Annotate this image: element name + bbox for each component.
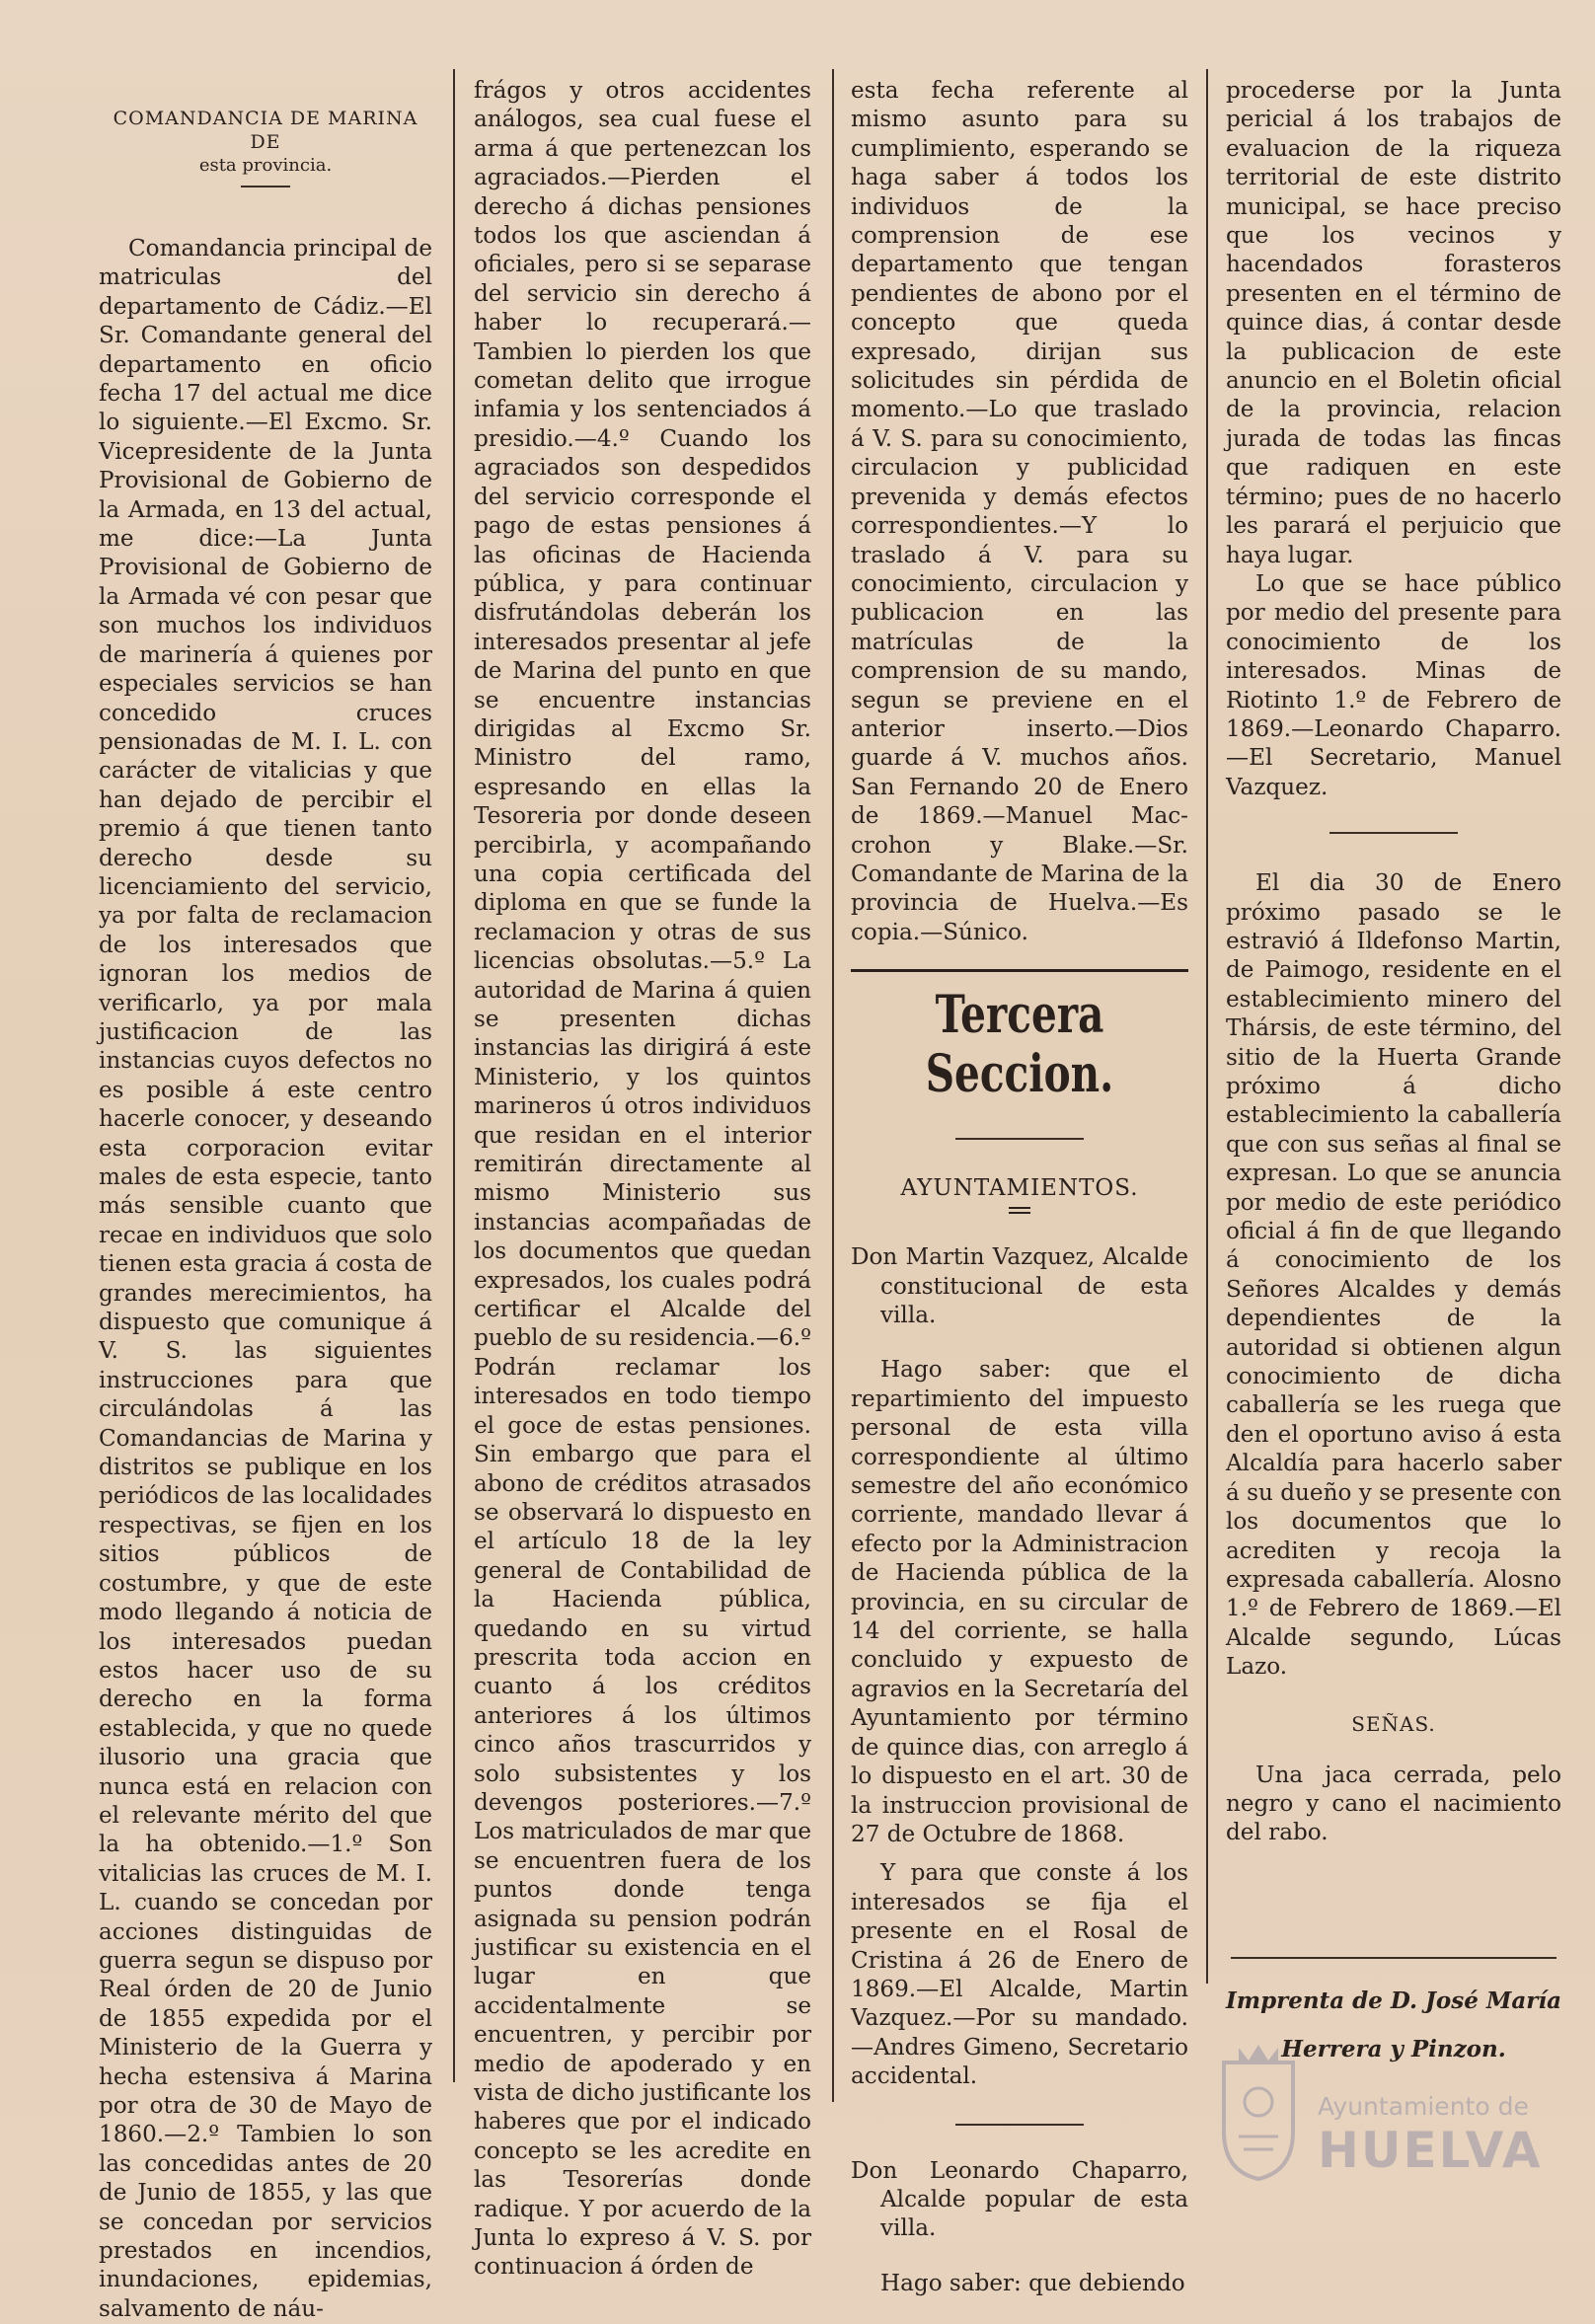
notice-title: Don Leonardo Chaparro, Alcalde popular de esta villa. — [851, 2157, 1188, 2242]
column-rule — [1206, 69, 1208, 1984]
notice-paragraph: Hago saber: que debiendo — [880, 2270, 1185, 2296]
header-divider — [241, 186, 290, 187]
article-body-continued: frágos y otros accidentes análogos, sea cual fuese el arma á que pertenezcan los agraciados.—Pierden el derecho á dichas pensiones todos los que asciendan á oficiales, pero si se separase del servicio sin derecho á haber lo recuperará.—Tambien lo pierden los que cometan delito que irrogue infamia y los sentenciados á presidio.—4.º Cuando los agraciados son despedidos del servicio corresponde el pago de estas pensiones á las oficinas de Hacienda pública, y para continuar disfrutándolas deberán los interesados presentar al jefe de Marina del punto en que se encuentre instancias dirigidas al Excmo Sr. Ministro del ramo, espresando en ellas la Tesoreria por donde deseen percibirla, y acompañando una copia certificada del diploma en que se funde la reclamacion y otras de sus licencias obsolutas.—5.º La autoridad de Marina á quien se presenten dichas instancias las dirigirá á este Ministerio, y los quintos marineros ú otros individuos que residan en el interior remitirán directamente al mismo Ministerio sus instancias acompañadas de los documentos que quedan expresados, los cuales podrá certificar el Alcalde del pueblo de su residencia.—6.º Podrán reclamar los interesados en todo tiempo el goce de estas pensiones. Sin embargo que para el abono de créditos atrasados se observará lo dispuesto en el artículo 18 de la ley general de Contabilidad de la Hacienda pública, quedando en su virtud prescrita toda accion en cuanto á los créditos anteriores á los últimos cinco años trascurridos y solo subsistentes y los devengos posteriores.—7.º Los matriculados de mar que se encuentren fuera de los puntos donde tenga asignada su pension podrán justificar su existencia en el lugar en que accidentalmente se encuentren, y percibir por medio de apoderado y en vista de dicho justificante los haberes que por el indicado concepto se les acredite en las Tesorerías donde radique. Y por acuerdo de la Junta lo expreso á V. S. por continuacion á órden de — [474, 78, 811, 2281]
section-header-subtitle: esta provincia. — [198, 155, 333, 176]
archive-watermark — [1214, 2043, 1550, 2181]
printer-credit: Herrera y Pinzon. — [1281, 2035, 1506, 2062]
divider-short — [955, 2124, 1084, 2126]
notice-paragraph: Lo que se hace público por medio del presente para conocimiento de los interesados. Minas de Riotinto 1.º de Febrero de 1869.—Leonardo Chaparro.—El Secretario, Manuel Vazquez. — [1226, 570, 1561, 800]
section-divider-thick — [851, 969, 1188, 972]
notice-paragraph: Una jaca cerrada, pelo negro y cano el nacimiento del rabo. — [1226, 1762, 1561, 1846]
column-3 — [851, 77, 1188, 2296]
section-header-title: COMANDANCIA DE MARINA DE — [113, 108, 418, 153]
column-rule — [832, 69, 834, 2102]
notice-paragraph: procederse por la Junta pericial á los trabajos de evaluacion de la riqueza territorial de este distrito municipal, se hace preciso que los vecinos y hacendados forasteros presenten en el término de quince dias, á contar desde la publicacion de este anuncio en el Boletin oficial de la provincia, relacion jurada de todas las fincas que radiquen en este término; pues de no hacerlo les parará el perjuicio que haya lugar. — [1226, 78, 1561, 568]
notice-paragraph: El dia 30 de Enero próximo pasado se le estravió á Ildefonso Martin, de Paimogo, residente en el establecimiento minero del Thársis, de este término, del sitio de la Huerta Grande próximo á dicho establecimiento la caballería que con sus señas al final se expresan. Lo que se anuncia por medio de este periódico oficial á fin de que llegando á conocimiento de los Señores Alcaldes y demás dependientes de la autoridad si obtienen algun conocimiento de dicha caballería se les ruega que den el oportuno aviso á esta Alcaldía para hacerlo saber á su dueño y se presente con los documentos que lo acrediten y recoja la expresada caballería. Alosno 1.º de Febrero de 1869.—El Alcalde segundo, Lúcas Lazo. — [1226, 870, 1561, 1681]
watermark-line1: Ayuntamiento de — [1318, 2092, 1529, 2121]
article-body-end: esta fecha referente al mismo asunto para su cumplimiento, esperando se haga saber á todos los individuos de la comprension de ese departamento que tengan pendientes de abono por el concepto que queda expresado, dirijan sus solicitudes sin pérdida de momento.—Lo que traslado á V. S. para su conocimiento, circulacion y publicidad prevenida y demás efectos correspondientes.—Y lo traslado á V. para su conocimiento, circulacion y publicacion en las matrículas de la comprension de su mando, segun se previene en el anterior inserto.—Dios guarde á V. muchos años. San Fernando 20 de Enero de 1869.—Manuel Mac-crohon y Blake.—Sr. Comandante de Marina de la provincia de Huelva.—Es copia.—Súnico. — [851, 78, 1188, 945]
section-title: Tercera Seccion. — [925, 985, 1114, 1105]
notice-subtitle: SEÑAS. — [1351, 1711, 1436, 1736]
column-1 — [99, 59, 432, 2322]
divider-short — [955, 1138, 1084, 1140]
column-4 — [1226, 77, 1561, 2199]
printer-credit: Imprenta de D. José María — [1226, 1987, 1561, 2014]
notice-paragraph: Hago saber: que el repartimiento del impuesto personal de esta villa correspondiente al último semestre del año económico corriente, mandado llevar á efecto por la Administracion de Hacienda pública de la provincia, en su circular de 14 del corriente, se halla concluido y expuesto de agravios en la Secretaría del Ayuntamiento por término de quince dias, con arreglo á lo dispuesto en el art. 30 de la instruccion provisional de 27 de Octubre de 1868. — [851, 1357, 1188, 1847]
divider-long — [1231, 1957, 1557, 1959]
article-body: Comandancia principal de matriculas del departamento de Cádiz.—El Sr. Comandante general del departamento en oficio fecha 17 del actual me dice lo siguiente.—El Excmo. Sr. Vicepresidente de la Junta Provisional de Gobierno de la Armada, en 13 del actual, me dice:—La Junta Provisional de Gobierno de la Armada vé con pesar que son muchos los individuos de marinería á quienes por especiales servicios se han concedido cruces pensionadas de M. I. L. con carácter de vitalicias y que han dejado de percibir el premio á que tienen tanto derecho desde su licenciamiento del servicio, ya por falta de reclamacion de los interesados que ignoran los medios de verificarlo, ya por mala justificacion de las instancias cuyos defectos no es posible á este centro hacerle conocer, y deseando esta corporacion evitar males de esta especie, tanto más sensible cuanto que recae en individuos que solo tienen esta gracia á costa de grandes merecimientos, ha dispuesto que comunique á V. S. las siguientes instrucciones para que circulándolas á las Comandancias de Marina y distritos se publique en los periódicos de las localidades respectivas, se fijen en los sitios públicos de costumbre, y que de este modo llegando á noticia de los interesados puedan estos hacer uso de su derecho en la forma establecida, y que no quede ilusorio una gracia que nunca está en relacion con el relevante mérito del que la ha obtenido.—1.º Son vitalicias las cruces de M. I. L. cuando se concedan por acciones distinguidas de guerra segun se dispuso por Real órden de 20 de Junio de 1855 expedida por el Ministerio de la Guerra y hecha estensiva á Marina por otra de 30 de Mayo de 1860.—2.º Tambien lo son las concedidas antes de 20 de Junio de 1855, y las que se concedan por servicios prestados en incendios, inundaciones, epidemias, salvamento de náu- — [99, 236, 432, 2322]
watermark-line2: HUELVA — [1318, 2122, 1543, 2179]
notice-title: Don Martin Vazquez, Alcalde constitucional de esta villa. — [851, 1244, 1188, 1328]
column-2 — [474, 77, 811, 2281]
city-coat-of-arms-icon — [1214, 2043, 1303, 2181]
divider-short — [1329, 832, 1458, 834]
column-rule — [453, 69, 455, 2082]
subsection-heading: AYUNTAMIENTOS. — [900, 1175, 1139, 1202]
notice-paragraph: Y para que conste á los interesados se fija el presente en el Rosal de Cristina á 26 de Enero de 1869.—El Alcalde, Martin Vazquez.—Por su mandado.—Andres Gimeno, Secretario accidental. — [851, 1860, 1188, 2090]
heading-ornament — [1009, 1207, 1030, 1214]
